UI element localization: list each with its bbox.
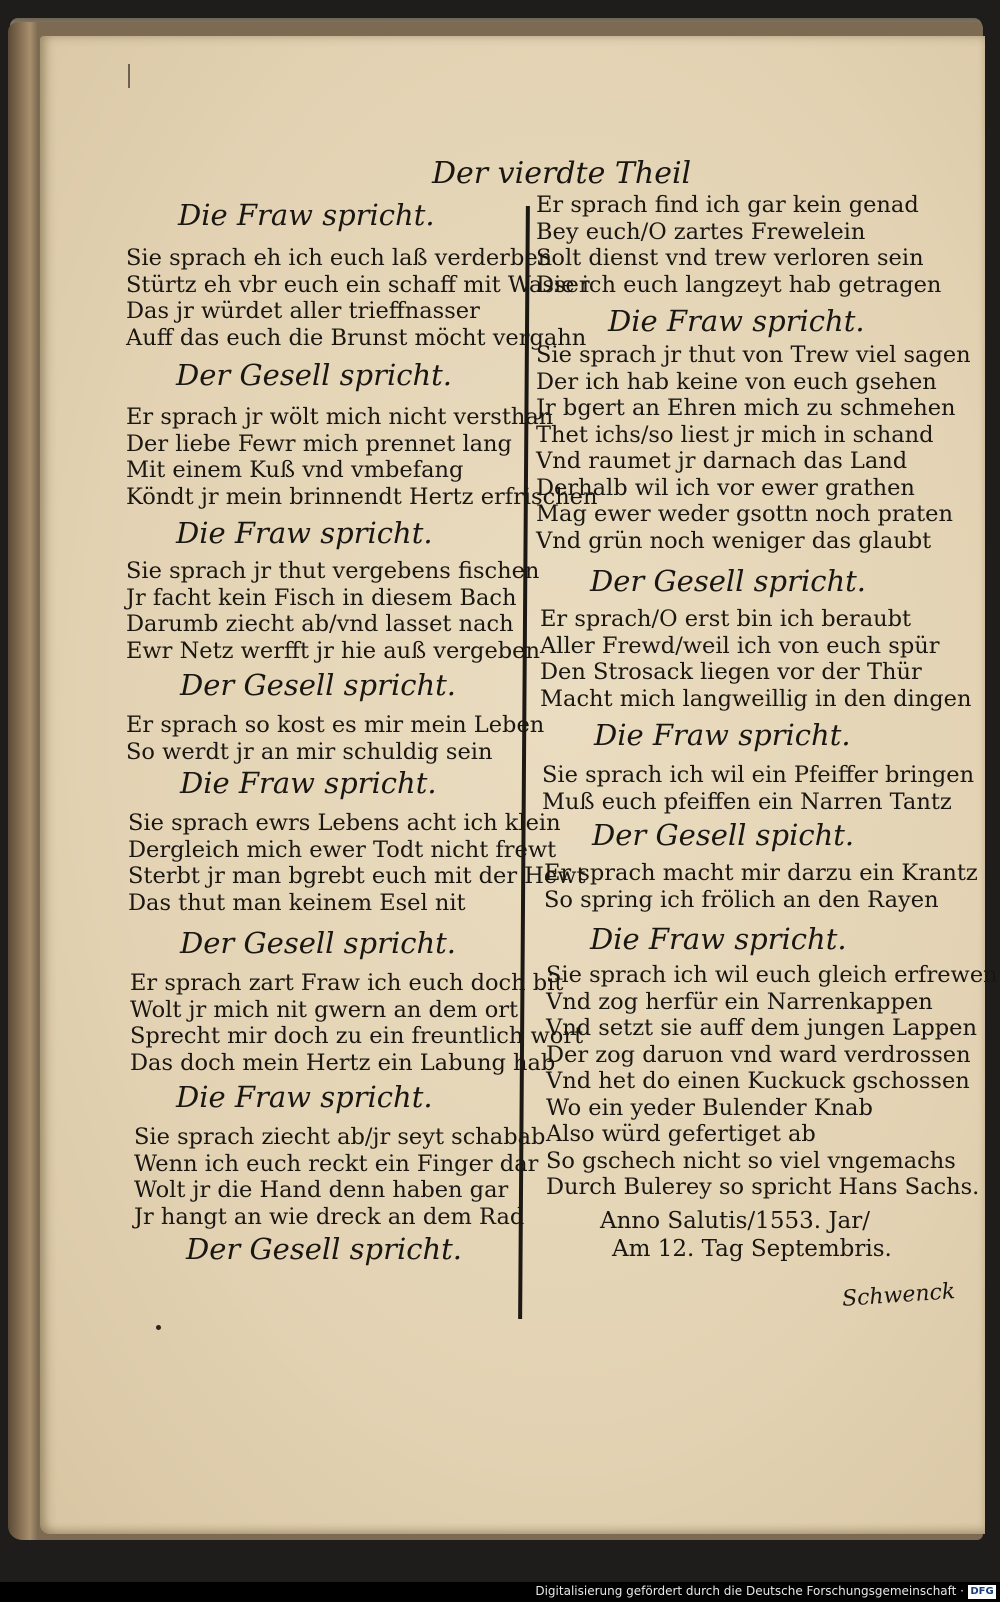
verse-line: Wenn ich euch reckt ein Finger dar <box>134 1150 539 1177</box>
verse-line: Sie sprach ewrs Lebens acht ich klein <box>128 810 561 836</box>
verse-line: So gschech nicht so viel vngemachs <box>546 1147 956 1174</box>
verse-block <box>536 192 941 298</box>
verse-line: Jr facht kein Fisch in diesem Bach <box>126 584 517 611</box>
verse-line: Das thut man keinem Esel nit <box>128 889 466 916</box>
verse-line: Der liebe Fewr mich prennet lang <box>126 430 512 457</box>
verse-line: Er sprach macht mir darzu ein Krantz <box>544 860 978 886</box>
verse-line: Er sprach find ich gar kein genad <box>536 192 919 218</box>
footer-credit: Digitalisierung gefördert durch die Deutsche Forschungsgemeinschaft · <box>535 1584 964 1598</box>
verse-line: Ewr Netz werfft jr hie auß vergeben <box>126 637 540 664</box>
verse-line: Derhalb wil ich vor ewer grathen <box>536 474 915 501</box>
speaker-heading: Der Gesell spricht. <box>186 1232 463 1266</box>
verse-block <box>546 962 998 1201</box>
speaker-heading: Die Fraw spricht. <box>608 304 865 338</box>
verse-line: Die ich euch langzeyt hab getragen <box>536 271 942 298</box>
verse-line: Sie sprach ich wil ein Pfeiffer bringen <box>542 762 975 788</box>
verse-block <box>540 606 971 712</box>
verse-line: So werdt jr an mir schuldig sein <box>126 738 493 765</box>
verse-line: Jr bgert an Ehren mich zu schmehen <box>536 395 956 421</box>
verse-line: Wolt jr mich nit gwern an dem ort <box>130 996 519 1023</box>
verse-line: Sie sprach eh ich euch laß verderben <box>126 245 553 271</box>
verse-line: Dergleich mich ewer Todt nicht frewt <box>128 836 557 863</box>
verse-line: Vnd zog herfür ein Narrenkappen <box>546 988 933 1015</box>
verse-line: Jr hangt an wie dreck an dem Rad <box>134 1203 525 1230</box>
ink-dot <box>156 1325 161 1330</box>
verse-line: So spring ich frölich an den Rayen <box>544 886 939 913</box>
speaker-heading: Die Fraw spricht. <box>176 516 433 550</box>
verse-line: Der ich hab keine von euch gsehen <box>536 368 937 395</box>
verse-line: Solt dienst vnd trew verloren sein <box>536 245 924 271</box>
verse-line: Vnd grün noch weniger das glaubt <box>536 527 932 554</box>
speaker-heading: Der Gesell spricht. <box>590 564 867 598</box>
verse-line: Thet ichs/so liest jr mich in schand <box>536 421 934 448</box>
verse-line: Wolt jr die Hand denn haben gar <box>134 1177 509 1203</box>
verse-line: Sie sprach jr thut vergebens fischen <box>126 558 540 584</box>
colophon-day-line: Am 12. Tag Septembris. <box>612 1236 892 1262</box>
verse-line: Darumb ziecht ab/vnd lasset nach <box>126 611 514 637</box>
verse-line: Der zog daruon vnd ward verdrossen <box>546 1041 971 1068</box>
colophon-date-line: Anno Salutis/1553. Jar/ <box>600 1208 871 1234</box>
speaker-heading: Der Gesell spicht. <box>592 818 855 852</box>
verse-line: Macht mich langweillig in den dingen <box>540 685 972 712</box>
verse-line: Er sprach/O erst bin ich beraubt <box>540 606 912 632</box>
speaker-heading: Die Fraw spricht. <box>176 1080 433 1114</box>
verse-line: Vnd raumet jr darnach das Land <box>536 448 908 474</box>
speaker-heading: Der Gesell spricht. <box>180 926 457 960</box>
verse-block <box>128 810 586 916</box>
verse-block <box>126 712 544 765</box>
verse-line: Den Strosack liegen vor der Thür <box>540 659 922 685</box>
verse-line: Also würd gefertiget ab <box>546 1121 816 1147</box>
verse-line: Er sprach zart Fraw ich euch doch bit <box>130 970 564 996</box>
verse-line: Das jr würdet aller trieffnasser <box>126 298 480 324</box>
verse-line: Stürtz eh vbr euch ein schaff mit Wasser <box>126 271 590 298</box>
verse-line: Er sprach so kost es mir mein Leben <box>126 712 545 738</box>
verse-line: Auff das euch die Brunst möcht vergahn <box>126 324 587 351</box>
verse-block <box>126 245 590 351</box>
verse-line: Sie sprach ich wil euch gleich erfrewen <box>546 962 998 988</box>
verse-block <box>126 404 598 510</box>
verse-line: Sterbt jr man bgrebt euch mit der Hewt <box>128 863 586 889</box>
catchword: Schwenck <box>841 1279 956 1312</box>
speaker-heading: Die Fraw spricht. <box>590 922 847 956</box>
verse-line: Aller Frewd/weil ich von euch spür <box>540 632 940 659</box>
verse-line: Vnd het do einen Kuckuck gschossen <box>546 1068 970 1094</box>
verse-line: Mit einem Kuß vnd vmbefang <box>126 457 464 483</box>
page-mark <box>128 64 130 88</box>
running-title: Der vierdte Theil <box>432 156 692 191</box>
verse-line: Vnd setzt sie auff dem jungen Lappen <box>546 1015 977 1041</box>
verse-line: Das doch mein Hertz ein Labung hab <box>130 1049 556 1076</box>
speaker-heading: Die Fraw spricht. <box>178 198 435 232</box>
verse-line: Sprecht mir doch zu ein freuntlich wort <box>130 1023 584 1049</box>
speaker-heading: Der Gesell spricht. <box>180 668 457 702</box>
dfg-logo: DFG <box>968 1585 996 1599</box>
verse-block <box>544 860 978 913</box>
verse-line: Durch Bulerey so spricht Hans Sachs. <box>546 1174 980 1200</box>
verse-line: Sie sprach ziecht ab/jr seyt schabab <box>134 1124 546 1150</box>
verse-block <box>134 1124 545 1230</box>
speaker-heading: Die Fraw spricht. <box>594 718 851 752</box>
verse-block <box>126 558 540 664</box>
verse-block <box>536 342 971 554</box>
verse-line: Muß euch pfeiffen ein Narren Tantz <box>542 788 952 815</box>
speaker-heading: Die Fraw spricht. <box>180 766 437 800</box>
verse-block <box>130 970 583 1076</box>
verse-block <box>542 762 974 815</box>
verse-line: Bey euch/O zartes Frewelein <box>536 218 866 245</box>
verse-line: Mag ewer weder gsottn noch praten <box>536 501 953 527</box>
verse-line: Köndt jr mein brinnendt Hertz erfrischen <box>126 483 598 510</box>
verse-line: Er sprach jr wölt mich nicht versthan <box>126 404 554 430</box>
verse-line: Sie sprach jr thut von Trew viel sagen <box>536 342 971 368</box>
speaker-heading: Der Gesell spricht. <box>176 358 453 392</box>
verse-line: Wo ein yeder Bulender Knab <box>546 1094 873 1121</box>
